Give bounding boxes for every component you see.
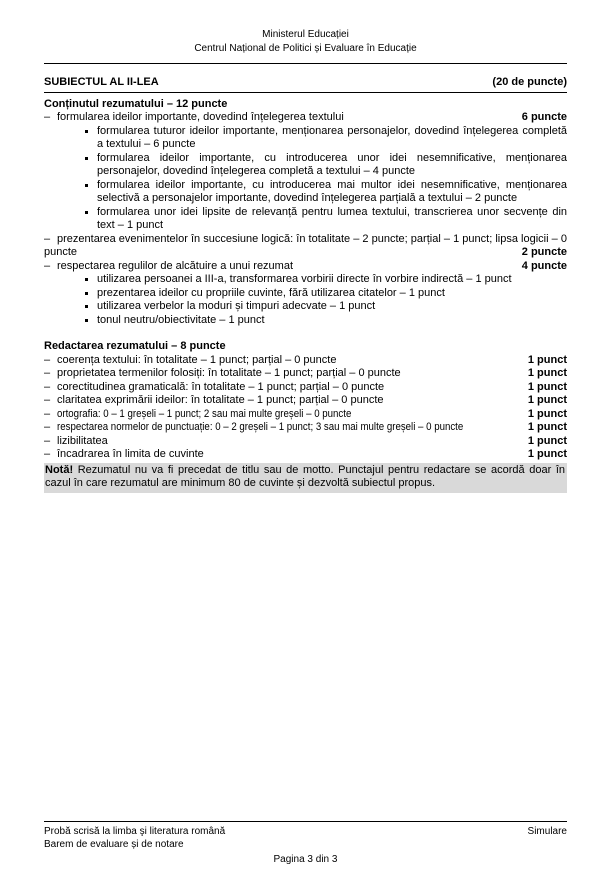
list-item xyxy=(44,111,567,125)
item-points: 6 puncte xyxy=(521,111,567,123)
item-text: – ortografia: 0 – 1 greșeli – 1 punct; 2 sau mai multe greșeli – 0 puncte xyxy=(44,407,352,420)
header-divider xyxy=(44,63,567,64)
item-points: 4 puncte xyxy=(521,259,567,272)
item-text: – proprietatea termenilor folosiți: în totalitate – 1 punct; parțial – 0 puncte xyxy=(44,367,401,379)
page-number: Pagina 3 din 3 xyxy=(273,854,338,865)
footer-session-label: Simulare xyxy=(527,826,567,837)
square-bullet-icon xyxy=(85,184,88,187)
list-item xyxy=(44,367,567,381)
square-bullet-icon xyxy=(85,157,88,160)
square-bullet-icon xyxy=(85,211,88,214)
dash-marker: – xyxy=(44,353,51,366)
dash-marker: – xyxy=(44,421,51,433)
list-item xyxy=(44,408,567,422)
list-item xyxy=(44,435,567,449)
subject-title-row xyxy=(44,76,567,93)
list-item xyxy=(44,233,567,260)
list-item xyxy=(44,260,567,274)
dash-marker: – xyxy=(44,259,51,272)
square-bullet-icon xyxy=(85,305,88,308)
item-points: 1 punct xyxy=(527,407,567,420)
item-points: 1 punct xyxy=(527,434,567,447)
list-subitem: tonul neutru/obiectivitate – 1 punct xyxy=(44,314,567,328)
square-bullet-icon xyxy=(85,278,88,281)
list-subitem: utilizarea verbelor la moduri și timpuri adecvate – 1 punct xyxy=(44,300,567,314)
page-footer xyxy=(44,821,567,866)
list-item xyxy=(44,381,567,395)
footer-document-type: Barem de evaluare și de notare xyxy=(44,839,184,850)
rubric-body xyxy=(44,98,567,493)
section-heading-redactare: Redactarea rezumatului – 8 puncte xyxy=(44,340,226,352)
item-text: – coerența textului: în totalitate – 1 punct; parțial – 0 puncte xyxy=(44,353,337,366)
subject-total-points: (20 de puncte) xyxy=(492,76,567,88)
item-points: 1 punct xyxy=(527,448,567,460)
item-text: – corectitudinea gramaticală: în totalitate – 1 punct; parțial – 0 puncte xyxy=(44,380,385,393)
list-item xyxy=(44,421,567,435)
dash-marker: – xyxy=(44,232,51,245)
ministry-line: Ministerul Educației xyxy=(262,29,349,40)
item-points: 1 punct xyxy=(527,421,567,433)
note-label: Notă! xyxy=(45,463,74,476)
note-block xyxy=(44,463,567,493)
list-subitem: formularea unor idei lipsite de relevanță pentru lumea textului, transcrierea unor secvențe din text – 1 punct xyxy=(44,206,567,233)
footer-exam-name: Probă scrisă la limba şi literatura română xyxy=(44,826,226,837)
list-subitem: formularea ideilor importante, cu introducerea unor idei nesemnificative, menționarea personajelor, dovedind înțelegerea completă a textului – 4 puncte xyxy=(44,152,567,179)
section-heading-continut: Conținutul rezumatului – 12 puncte xyxy=(44,97,228,110)
list-subitem: formularea ideilor importante, cu introducerea mai multor idei nesemnificative, menționarea selectivă a personajelor importante, dovedind înțelegerea parțială a textului – 2 puncte xyxy=(44,179,567,206)
item-text: – prezentarea evenimentelor în succesiune logică: în totalitate – 2 puncte; parțial – 1 punct; lipsa logicii – 0 puncte xyxy=(44,232,567,258)
item-text: – încadrarea în limita de cuvinte xyxy=(44,448,204,460)
center-name-line: Centrul Național de Politici și Evaluare în Educație xyxy=(194,43,417,54)
dash-marker: – xyxy=(44,380,51,393)
square-bullet-icon xyxy=(85,292,88,295)
list-item xyxy=(44,394,567,408)
list-subitem: formularea tuturor ideilor importante, menționarea personajelor, dovedind înțelegerea completă a textului – 6 puncte xyxy=(44,125,567,152)
item-text: – respectarea regulilor de alcătuire a unui rezumat xyxy=(44,259,294,272)
dash-marker: – xyxy=(44,407,51,420)
square-bullet-icon xyxy=(85,319,88,322)
item-text: – lizibilitatea xyxy=(44,434,108,447)
item-text: – respectarea normelor de punctuație: 0 – 2 greșeli – 1 punct; 3 sau mai multe greșeli – 0 puncte xyxy=(44,421,464,433)
dash-marker: – xyxy=(44,367,51,379)
item-points: 1 punct xyxy=(527,353,567,366)
subject-title: SUBIECTUL AL II-LEA xyxy=(44,76,159,88)
dash-marker: – xyxy=(44,111,51,123)
square-bullet-icon xyxy=(85,130,88,133)
dash-marker: – xyxy=(44,448,51,460)
item-points: 2 puncte xyxy=(521,246,567,258)
dash-marker: – xyxy=(44,434,51,447)
item-text: – claritatea exprimării ideilor: în totalitate – 1 punct; parțial – 0 puncte xyxy=(44,394,384,406)
document-header xyxy=(44,28,567,56)
list-subitem: utilizarea persoanei a III-a, transformarea vorbirii directe în vorbire indirectă – 1 punct xyxy=(44,273,567,287)
list-item xyxy=(44,354,567,368)
item-points: 1 punct xyxy=(527,367,567,379)
note-text: Rezumatul nu va fi precedat de titlu sau de motto. Punctajul pentru redactare se acordă doar în cazul în care rezumatul are minimum 80 de cuvinte și dezvoltă subiectul propus. xyxy=(45,463,565,489)
list-subitem: prezentarea ideilor cu propriile cuvinte, fără utilizarea citatelor – 1 punct xyxy=(44,287,567,301)
dash-marker: – xyxy=(44,394,51,406)
list-item xyxy=(44,448,567,462)
item-points: 1 punct xyxy=(527,394,567,406)
item-points: 1 punct xyxy=(527,380,567,393)
item-text: – formularea ideilor importante, dovedind înțelegerea textului xyxy=(44,111,344,123)
